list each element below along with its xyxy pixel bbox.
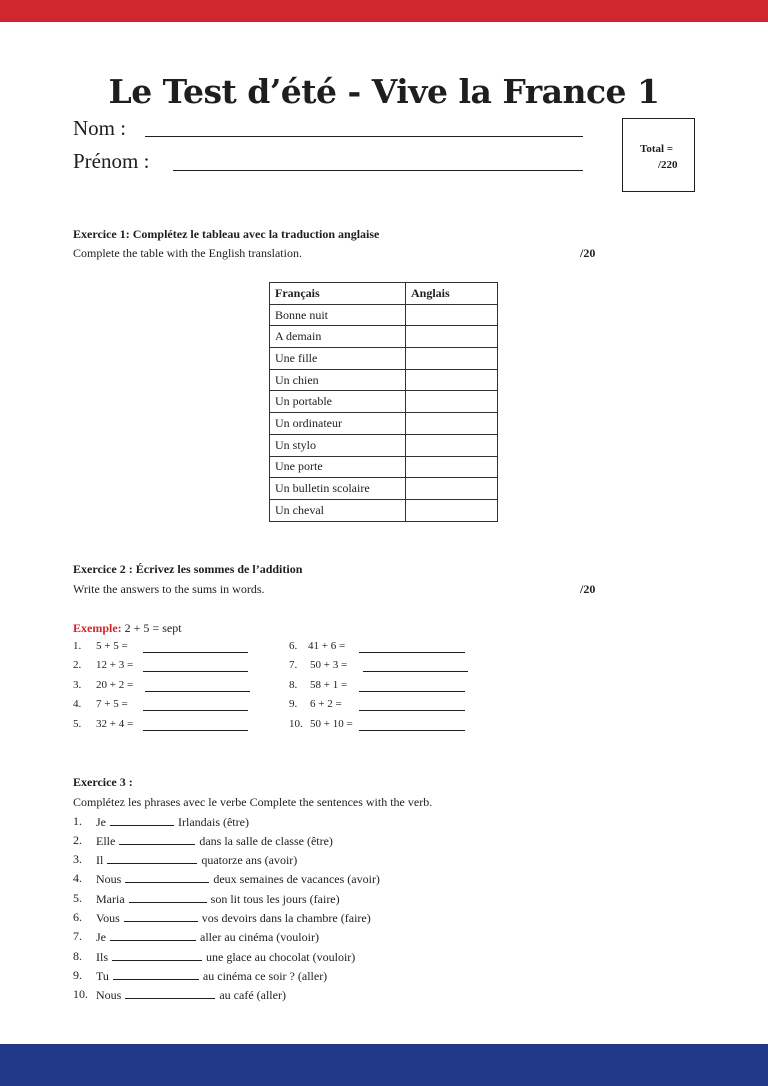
english-answer-cell[interactable] [406, 499, 498, 521]
sum-item [73, 679, 253, 693]
sum-answer-blank[interactable] [143, 730, 248, 731]
french-word: A demain [270, 326, 406, 348]
english-answer-cell[interactable] [406, 391, 498, 413]
example-text: 2 + 5 = sept [124, 621, 182, 635]
item-rest: deux semaines de vacances (avoir) [213, 872, 380, 886]
sum-number: 4. [73, 698, 82, 710]
sum-expression: 20 + 2 = [96, 679, 134, 691]
exercise1-title: Exercice 1: Complétez le tableau avec la traduction anglaise [73, 227, 380, 241]
sum-expression: 50 + 3 = [310, 659, 348, 671]
english-answer-cell[interactable] [406, 369, 498, 391]
french-word: Une fille [270, 348, 406, 370]
item-subject: Je [96, 930, 106, 944]
sum-answer-blank[interactable] [363, 671, 468, 672]
item-number: 8. [73, 949, 82, 963]
item-number: 9. [73, 968, 82, 982]
total-score-box [622, 118, 695, 192]
sum-number: 3. [73, 679, 82, 691]
exercise1-subtitle: Complete the table with the English translation. [73, 246, 302, 260]
bottom-color-band [0, 1044, 768, 1086]
english-answer-cell[interactable] [406, 434, 498, 456]
sum-answer-blank[interactable] [143, 652, 248, 653]
sum-number: 8. [289, 679, 298, 691]
french-word: Bonne nuit [270, 304, 406, 326]
sum-answer-blank[interactable] [143, 710, 248, 711]
sum-answer-blank[interactable] [145, 691, 250, 692]
item-rest: son lit tous les jours (faire) [210, 892, 340, 906]
sum-number: 1. [73, 640, 82, 652]
nom-field[interactable] [73, 116, 126, 141]
verb-blank[interactable] [110, 929, 196, 941]
item-subject: Maria [96, 892, 125, 906]
english-answer-cell[interactable] [406, 348, 498, 370]
item-subject: Nous [96, 872, 122, 886]
total-label: Total = [640, 143, 674, 155]
sum-expression: 6 + 2 = [310, 698, 342, 710]
sum-number: 10. [289, 718, 303, 730]
verb-blank[interactable] [112, 949, 202, 961]
french-word: Un stylo [270, 434, 406, 456]
sum-answer-blank[interactable] [359, 730, 465, 731]
table-row [270, 369, 498, 391]
header-francais: Français [270, 283, 406, 305]
item-number: 2. [73, 833, 82, 847]
sum-expression: 50 + 10 = [310, 718, 353, 730]
french-word: Un bulletin scolaire [270, 478, 406, 500]
exercise1-score: /20 [580, 246, 596, 260]
sum-number: 2. [73, 659, 82, 671]
sum-expression: 32 + 4 = [96, 718, 134, 730]
english-answer-cell[interactable] [406, 413, 498, 435]
prenom-field[interactable] [73, 149, 149, 174]
item-rest: vos devoirs dans la chambre (faire) [201, 911, 371, 925]
prenom-label: Prénom : [73, 149, 150, 173]
item-number: 1. [73, 814, 82, 828]
exercise2-score: /20 [580, 582, 596, 596]
sum-item [73, 698, 253, 712]
exercise3-title: Exercice 3 : [73, 775, 133, 789]
item-rest: au cinéma ce soir ? (aller) [202, 969, 328, 983]
item-subject: Ils [96, 950, 108, 964]
sum-expression: 58 + 1 = [310, 679, 348, 691]
exercise3-subtitle: Complétez les phrases avec le verbe Complete the sentences with the verb. [73, 795, 433, 809]
vocab-table [269, 282, 498, 522]
sum-item [73, 659, 253, 673]
item-rest: Irlandais (être) [178, 815, 249, 829]
header-anglais: Anglais [406, 283, 498, 305]
exercise2-subtitle: Write the answers to the sums in words. [73, 582, 265, 596]
table-row [270, 326, 498, 348]
sum-answer-blank[interactable] [143, 671, 248, 672]
french-word: Un chien [270, 369, 406, 391]
sum-number: 7. [289, 659, 298, 671]
item-subject: Il [96, 853, 104, 867]
english-answer-cell[interactable] [406, 456, 498, 478]
sum-expression: 12 + 3 = [96, 659, 134, 671]
item-number: 5. [73, 891, 82, 905]
sum-number: 9. [289, 698, 298, 710]
sum-answer-blank[interactable] [359, 710, 465, 711]
sum-item [289, 698, 469, 712]
sum-item [73, 640, 253, 654]
sum-expression: 41 + 6 = [308, 640, 346, 652]
table-row [270, 478, 498, 500]
french-word: Une porte [270, 456, 406, 478]
item-number: 10. [73, 987, 88, 1001]
nom-line[interactable] [145, 136, 583, 137]
item-number: 4. [73, 871, 82, 885]
table-header-row [270, 283, 498, 305]
sum-item [289, 679, 469, 693]
table-row [270, 391, 498, 413]
sum-item [289, 640, 469, 654]
verb-blank[interactable] [124, 910, 198, 922]
item-subject: Tu [96, 969, 109, 983]
table-row [270, 413, 498, 435]
sum-answer-blank[interactable] [359, 691, 465, 692]
english-answer-cell[interactable] [406, 304, 498, 326]
table-row [270, 304, 498, 326]
item-number: 6. [73, 910, 82, 924]
item-rest: une glace au chocolat (vouloir) [206, 950, 356, 964]
item-subject: Vous [96, 911, 120, 925]
table-row [270, 434, 498, 456]
sum-answer-blank[interactable] [359, 652, 465, 653]
example-line [73, 621, 182, 636]
verb-blank[interactable] [113, 968, 199, 980]
french-word: Un portable [270, 391, 406, 413]
item-subject: Nous [96, 988, 122, 1002]
prenom-line[interactable] [173, 170, 583, 171]
verb-blank[interactable] [125, 871, 209, 883]
item-rest: au café (aller) [219, 988, 286, 1002]
exercise2-title: Exercice 2 : Écrivez les sommes de l’addition [73, 562, 303, 576]
item-number: 7. [73, 929, 82, 943]
sum-expression: 5 + 5 = [96, 640, 128, 652]
item-rest: aller au cinéma (vouloir) [200, 930, 319, 944]
verb-blank[interactable] [110, 814, 174, 826]
verb-blank[interactable] [129, 891, 207, 903]
table-row [270, 456, 498, 478]
sum-item [73, 718, 253, 732]
example-label: Exemple: [73, 621, 122, 635]
page-title: Le Test d’été - Vive la France 1 [108, 72, 660, 111]
french-word: Un cheval [270, 499, 406, 521]
top-color-band [0, 0, 768, 22]
french-word: Un ordinateur [270, 413, 406, 435]
sum-expression: 7 + 5 = [96, 698, 128, 710]
sum-item [289, 718, 469, 732]
sum-number: 6. [289, 640, 298, 652]
nom-label: Nom : [73, 116, 127, 140]
sum-number: 5. [73, 718, 82, 730]
english-answer-cell[interactable] [406, 478, 498, 500]
verb-blank[interactable] [107, 852, 197, 864]
item-rest: dans la salle de classe (être) [199, 834, 333, 848]
english-answer-cell[interactable] [406, 326, 498, 348]
table-row [270, 499, 498, 521]
table-row [270, 348, 498, 370]
verb-blank[interactable] [119, 833, 195, 845]
item-subject: Elle [96, 834, 116, 848]
total-score: /220 [658, 159, 678, 171]
sum-item [289, 659, 469, 673]
verb-blank[interactable] [125, 987, 215, 999]
item-subject: Je [96, 815, 106, 829]
item-number: 3. [73, 852, 82, 866]
item-rest: quatorze ans (avoir) [201, 853, 298, 867]
